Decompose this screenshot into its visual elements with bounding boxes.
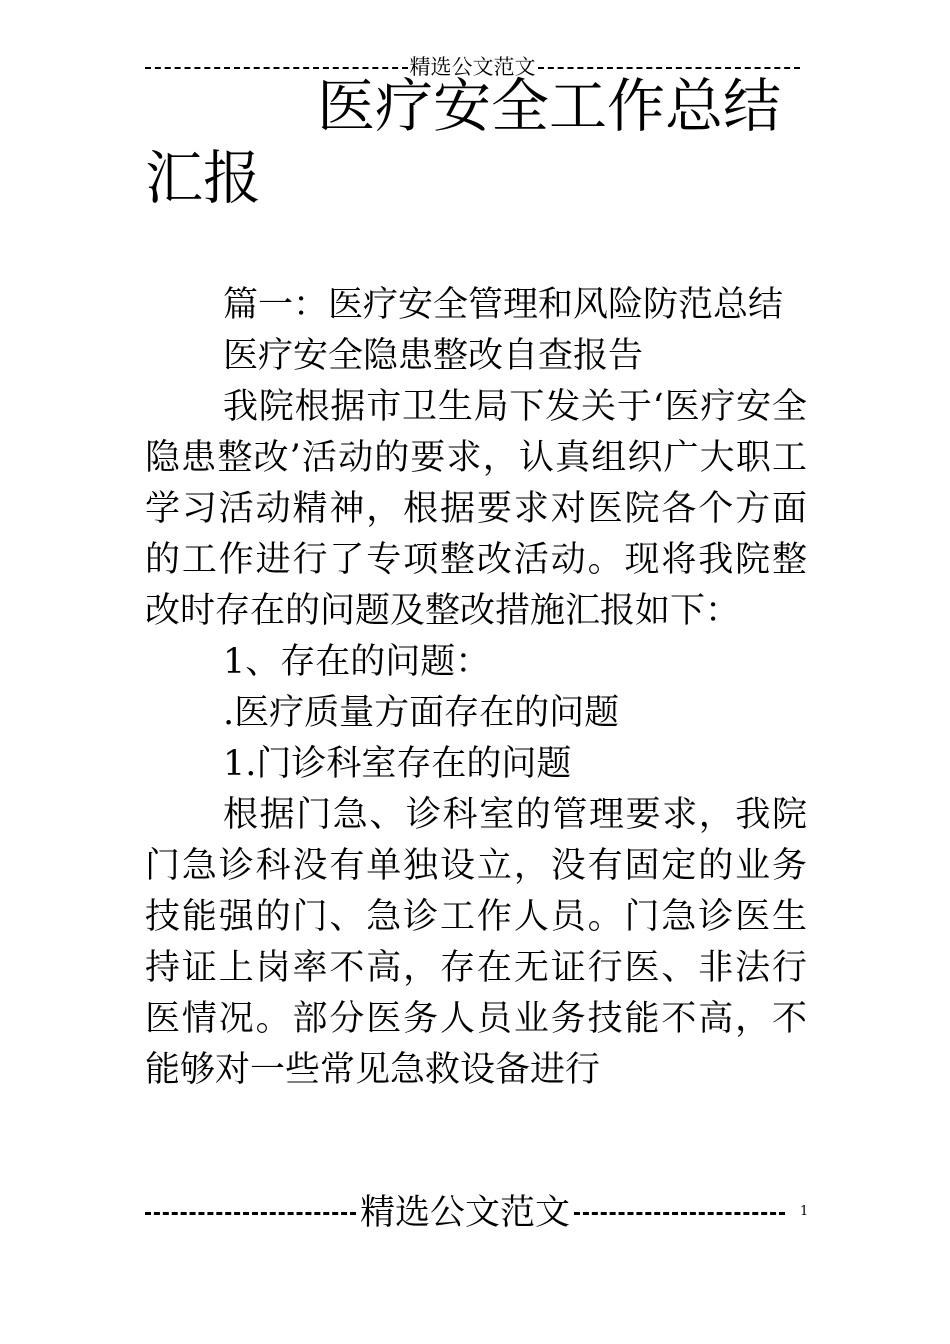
- footer-label: 精选公文范文: [360, 1193, 571, 1233]
- quality-subheading: .医疗质量方面存在的问题: [223, 693, 620, 733]
- footer-dash-right: [574, 1212, 785, 1215]
- intro-paragraph: 我院根据市卫生局下发关于‘医疗安全隐患整改’活动的要求，认真组织广大职工学习活动精神，根据要求对医院各个方面的工作进行了专项整改活动。现将我院整改时存在的问题及整改措施汇报如下：: [145, 387, 807, 631]
- problems-heading: 1、存在的问题：: [223, 642, 491, 682]
- footer-dash-left: [145, 1212, 356, 1215]
- document-body: [145, 280, 807, 1096]
- header-dash-left: [145, 67, 408, 69]
- page-footer: [145, 1188, 785, 1232]
- outpatient-subheading: 1.门诊科室存在的问题: [223, 744, 572, 784]
- document-title-line-1: 医疗安全工作总结: [317, 72, 782, 140]
- header-label: 精选公文范文: [409, 55, 536, 79]
- section-heading: 篇一：医疗安全管理和风险防范总结: [223, 285, 784, 325]
- report-title: 医疗安全隐患整改自查报告: [223, 336, 644, 376]
- document-title: [145, 70, 805, 214]
- header-dash-right: [538, 67, 801, 69]
- document-title-line-2: 汇报: [145, 144, 262, 212]
- page-number: 1: [800, 1204, 809, 1219]
- outpatient-paragraph: 根据门急、诊科室的管理要求，我院门急诊科没有单独设立，没有固定的业务技能强的门、急诊工作人员。门急诊医生持证上岗率不高，存在无证行医、非法行医情况。部分医务人员业务技能不高，不能够对一些常见急救设备进行: [145, 795, 807, 1090]
